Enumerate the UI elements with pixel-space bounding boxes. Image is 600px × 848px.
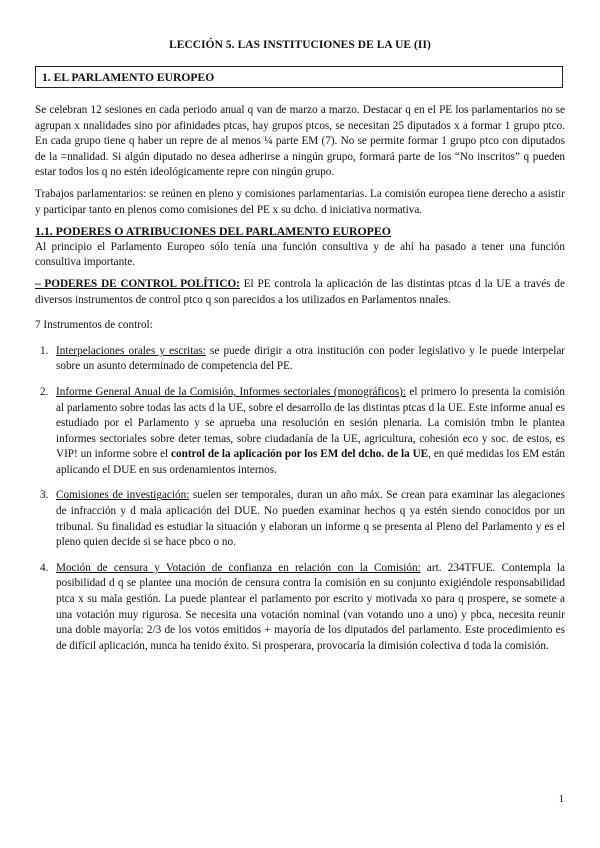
instruments-list (35, 344, 565, 655)
document-body (35, 103, 565, 654)
list-item-text: se puede dirigir a otra institución con poder legislativo y le puede interpelar sobre un asunto determinado de competencia del PE. (56, 344, 566, 373)
paragraph-control-powers (35, 277, 565, 308)
list-item (35, 488, 565, 550)
control-powers-text: El PE controla la aplicación de las distintas ptcas d la UE a través de diversos instrumentos de control ptco q son parecidos a los utilizados en Parlamentos nnales. (35, 277, 565, 306)
document-title: LECCIÓN 5. LAS INSTITUCIONES DE LA UE (II) (169, 39, 431, 51)
list-item-title: Interpelaciones orales y escritas: (56, 344, 206, 357)
list-item-title: Comisiones de investigación: (56, 489, 190, 502)
list-item (35, 385, 565, 479)
list-item-number: 3. (40, 489, 49, 502)
list-item (35, 344, 565, 375)
paragraph-sessions: Se celebran 12 sesiones en cada periodo anual q van de marzo a marzo. Destacar q en el PE los parlamentarios no se agrupan x nnalidades sino por afinidades ptcas, hay grupos ptcos, se necesitan 25 diputados x a formar 1 grupo ptco. En cada grupo tiene q haber un repre de al menos ¼ parte EM (7). No se permite formar 1 grupo ptco con diputados de la =nnalidad. Si algún diputado no desea adherirse a ningún grupo, formará parte de los “No inscritos” q pueden estar todos los q no estén ideológicamente repre con ningún grupo. (35, 104, 565, 179)
list-item-bold-text: control de la aplicación por los EM del dcho. de la UE (171, 448, 429, 461)
list-item-title: Informe General Anual de la Comisión, Informes sectoriales (monográficos): (56, 385, 407, 398)
paragraph-parliamentary-work: Trabajos parlamentarios: se reúnen en pleno y comisiones parlamentarias. La comisión europea tiene derecho a asistir y participar tanto en plenos como comisiones del PE x su dcho. d iniciativa normativa. (35, 187, 565, 216)
list-item-number: 1. (40, 344, 49, 357)
list-item-number: 2. (40, 385, 49, 398)
subsection-heading: 1.1. PODERES O ATRIBUCIONES DEL PARLAMENTO EUROPEO (35, 224, 391, 239)
paragraph-intro: Al principio el Parlamento Europeo sólo tenía una función consultiva y de ahí ha pasado a tener una función consultiva importante. (35, 240, 565, 269)
instruments-intro: 7 Instrumentos de control: (35, 319, 153, 332)
page-number: 1 (558, 794, 564, 805)
list-item-text: suelen ser temporales, duran un año máx. Se crean para examinar las alegaciones de infracción y d mala aplicación del DUE. No pueden examinar hechos q ya estén siendo conocidos por un tribunal. Su finalidad es estudiar la situación y elaboran un informe q se presenta al Pleno del Parlamento y es el pleno quien decide si se hace pbco o no. (56, 489, 566, 549)
section-heading: 1. EL PARLAMENTO EUROPEO (42, 71, 215, 84)
control-powers-label: – PODERES DE CONTROL POLÍTICO: (35, 277, 240, 290)
list-item-text: el primero lo presenta la comisión al parlamento sobre todas las acts d la UE, sobre el desarrollo de las distintas ptcas d la UE. Este informe anual es estudiado por el Parlamento y se aprueba una resolución en sesión plenaria. La comisión tmbn le plantea informes sectoriales sobre deter temas, sobre ciudadanía de la UE, agricultura, cohesión eco y soc. de estos, es VIP! un informe sobre el (56, 385, 565, 461)
list-item-title: Moción de censura y Votación de confianza en relación con la Comisión: (56, 561, 421, 574)
list-item-text-end: , en qué medidas los EM están aplicando el DUE en sus ordenamientos internos. (56, 448, 566, 476)
section-heading-box (35, 66, 563, 88)
list-item (35, 561, 565, 655)
list-item-text: art. 234TFUE. Contempla la posibilidad d q se plantee una moción de censura contra la comisión en su conjunto exigiéndole responsabilidad ptca x su mala gestión. La puede plantear el parlamento por escrito y motivada xo para q prospere, se somete a una votación muy rigurosa. Se necesita una votación nominal (van votando uno a uno) y pbca, necesita reunir una doble mayoría: 2/3 de los votos emitidos + mayoría de los diputados del parlamento. Este procedimiento es de difícil aplicación, nunca ha tenido éxito. Si prosperara, provocaría la dimisión colectiva d toda la comisión. (56, 561, 565, 652)
list-item-number: 4. (40, 561, 49, 574)
